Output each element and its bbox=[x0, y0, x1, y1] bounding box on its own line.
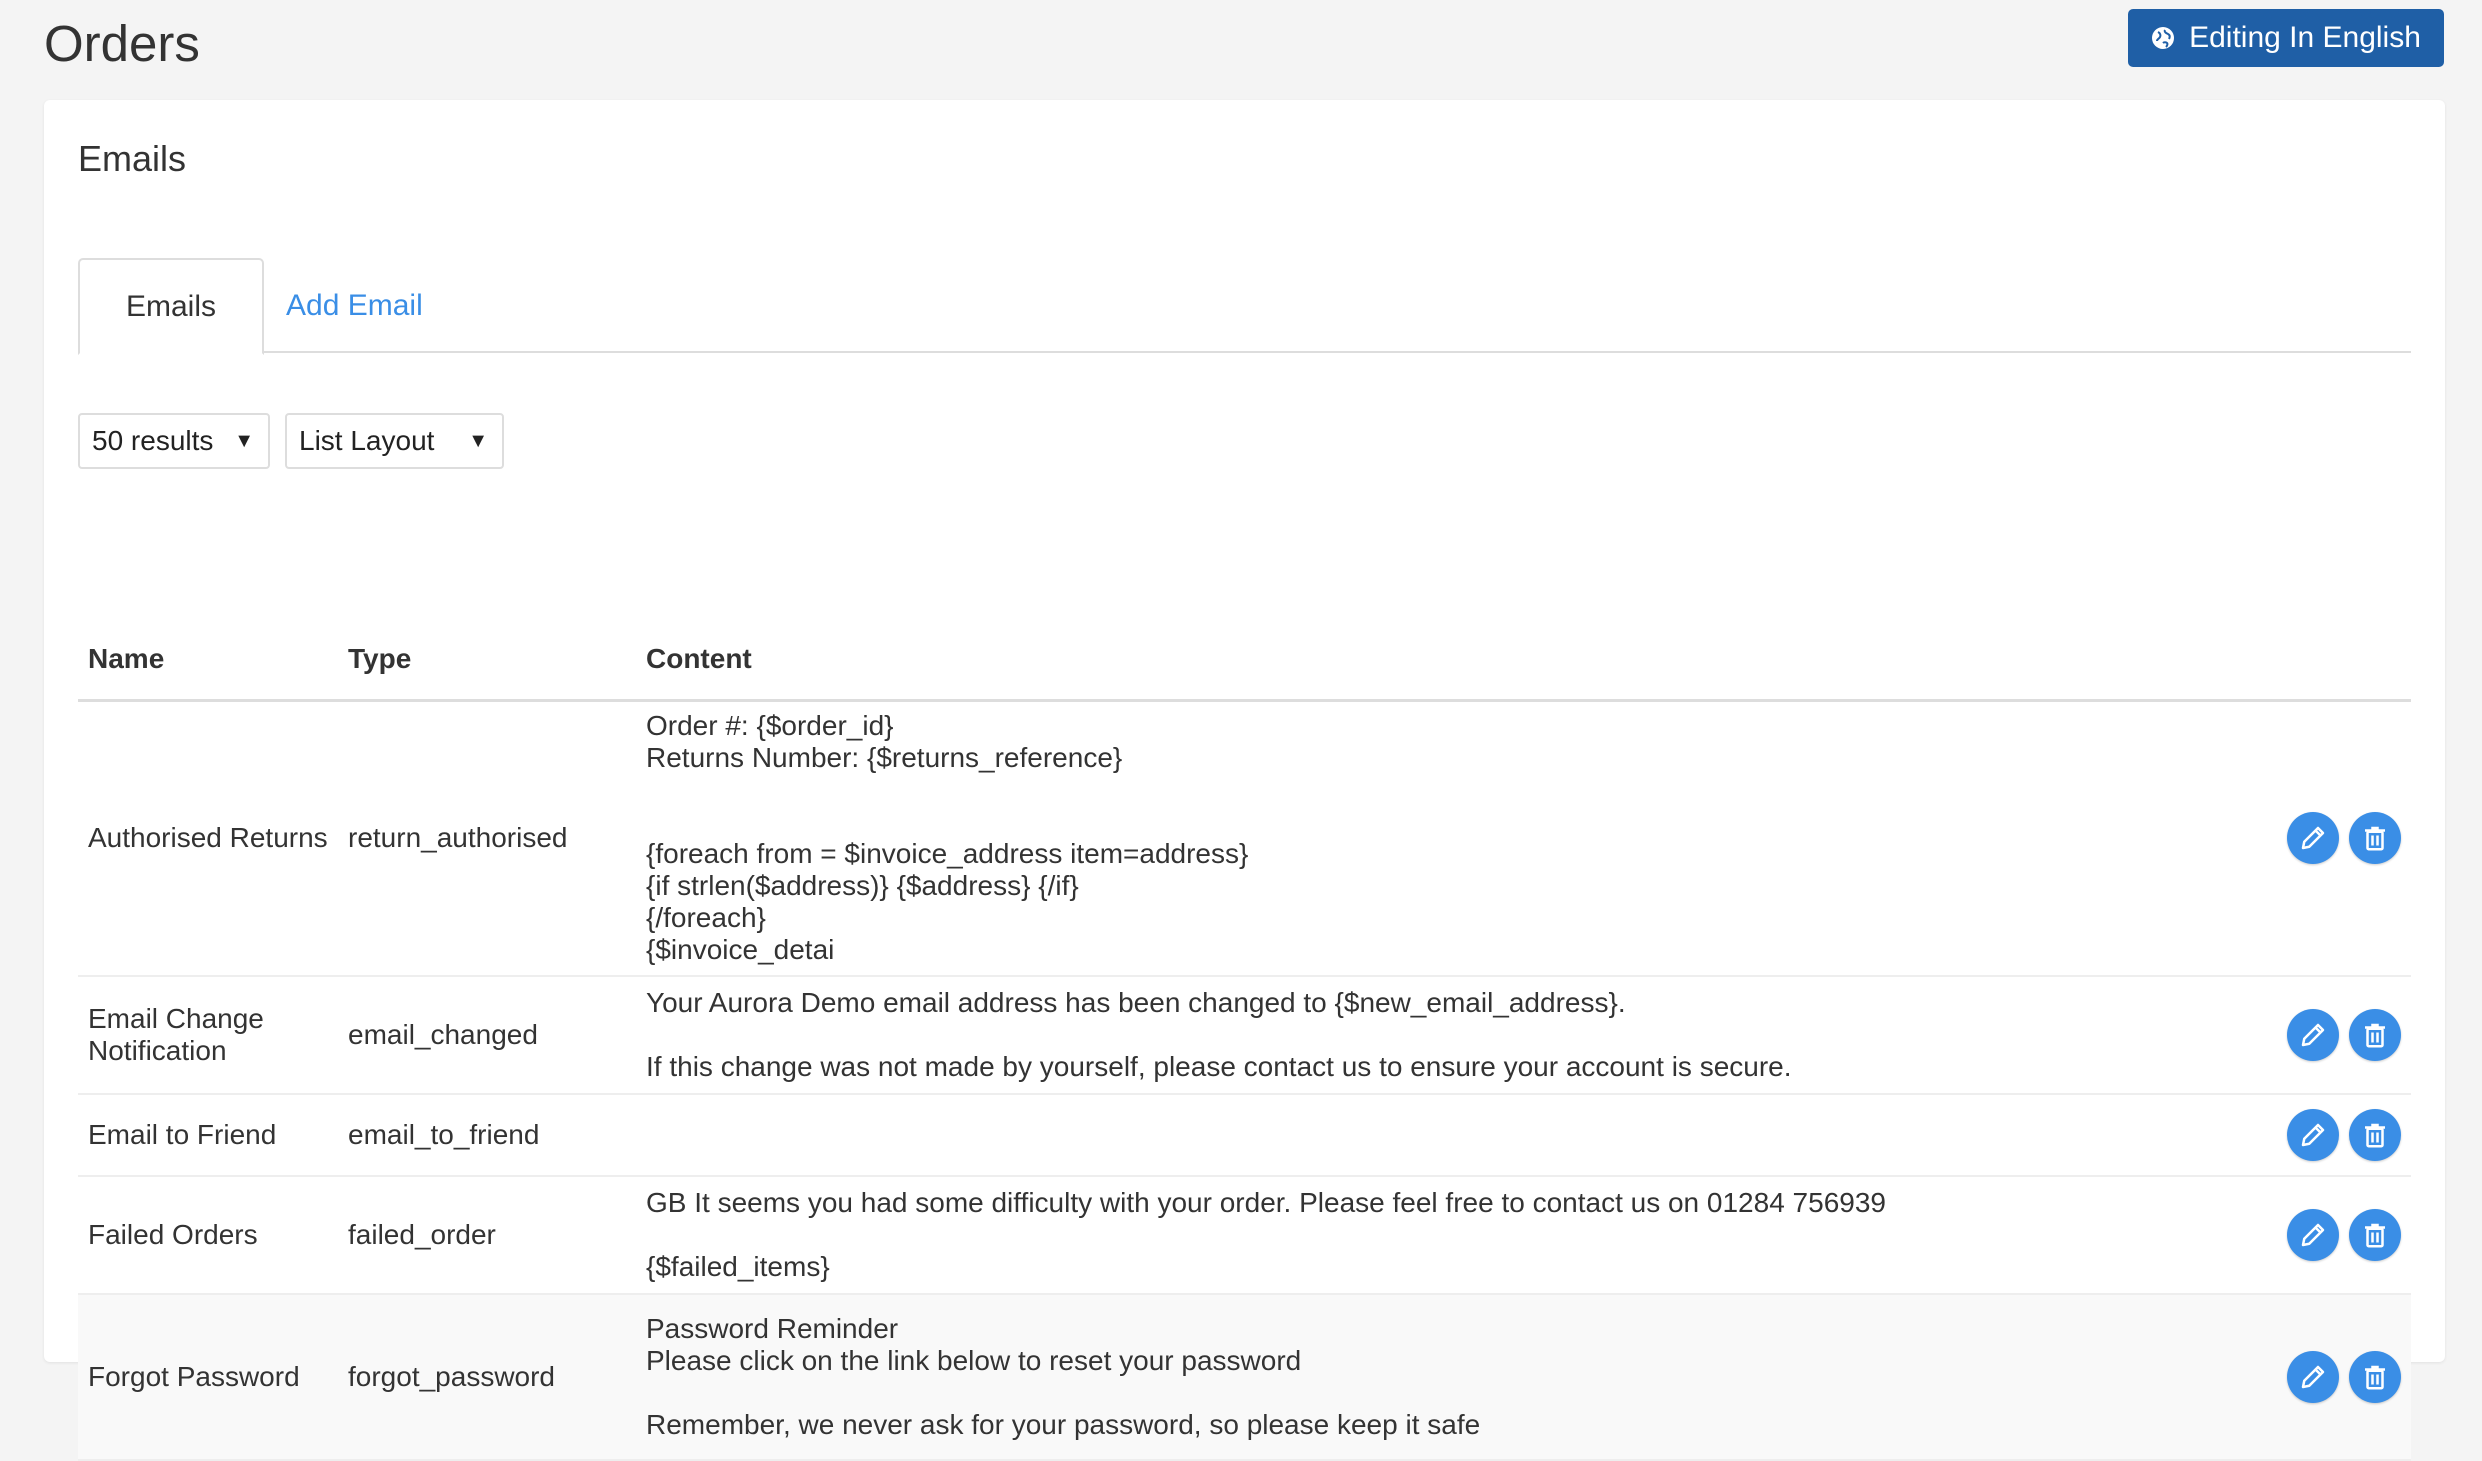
table-row bbox=[78, 1094, 2411, 1176]
email-content-line: {if strlen($address)} {$address} {/if} bbox=[646, 870, 1079, 902]
email-content-line: If this change was not made by yourself, please contact us to ensure your account is secure. bbox=[646, 1051, 1792, 1082]
email-type-cell: return_authorised bbox=[338, 700, 636, 976]
email-content-line bbox=[646, 1019, 2261, 1051]
email-content-cell bbox=[636, 1294, 2261, 1460]
row-actions-cell bbox=[2261, 1294, 2411, 1460]
column-header-name[interactable]: Name bbox=[78, 620, 338, 700]
email-content-line: {$failed_items} bbox=[646, 1251, 830, 1282]
delete-button[interactable] bbox=[2349, 1009, 2401, 1061]
email-content-cell bbox=[636, 1094, 2261, 1176]
delete-button[interactable] bbox=[2349, 812, 2401, 864]
edit-button[interactable] bbox=[2287, 1009, 2339, 1061]
tab-add-email[interactable]: Add Email bbox=[286, 288, 423, 322]
dropdown-caret-icon: ▼ bbox=[234, 429, 254, 452]
row-actions bbox=[2271, 1109, 2411, 1161]
email-type-cell: forgot_password bbox=[338, 1294, 636, 1460]
edit-button[interactable] bbox=[2287, 1109, 2339, 1161]
dropdown-caret-icon: ▼ bbox=[468, 429, 488, 452]
layout-select[interactable] bbox=[285, 413, 504, 469]
globe-icon bbox=[2151, 26, 2175, 50]
email-name-cell: Authorised Returns bbox=[78, 700, 338, 976]
edit-button[interactable] bbox=[2287, 812, 2339, 864]
editing-language-label: Editing In English bbox=[2189, 21, 2421, 54]
row-actions bbox=[2271, 1209, 2411, 1261]
column-header-actions bbox=[2261, 620, 2411, 700]
editing-language-button[interactable] bbox=[2128, 9, 2444, 67]
row-actions bbox=[2271, 812, 2411, 864]
row-actions bbox=[2271, 1351, 2411, 1403]
email-name-cell: Forgot Password bbox=[78, 1294, 338, 1460]
panel-title: Emails bbox=[78, 138, 187, 179]
pencil-icon bbox=[2298, 1020, 2328, 1050]
email-name-cell: Email Change Notification bbox=[78, 976, 338, 1094]
pencil-icon bbox=[2298, 1220, 2328, 1250]
email-content-line: GB It seems you had some difficulty with your order. Please feel free to contact us on 01284 756939 bbox=[646, 1187, 1886, 1218]
email-content-line: {/foreach} bbox=[646, 902, 766, 934]
pencil-icon bbox=[2298, 823, 2328, 853]
emails-table bbox=[78, 620, 2411, 1461]
pencil-icon bbox=[2298, 1120, 2328, 1150]
email-content-line bbox=[646, 774, 2261, 806]
email-content-line: {foreach from = $invoice_address item=address} bbox=[646, 838, 1249, 870]
table-row bbox=[78, 1294, 2411, 1460]
email-content-line: {$invoice_detai bbox=[646, 934, 835, 966]
column-header-type[interactable]: Type bbox=[338, 620, 636, 700]
email-content-line: Your Aurora Demo email address has been changed to {$new_email_address}. bbox=[646, 987, 1626, 1018]
row-actions-cell bbox=[2261, 1094, 2411, 1176]
email-content-line: Order #: {$order_id} bbox=[646, 710, 894, 742]
row-actions-cell bbox=[2261, 700, 2411, 976]
pencil-icon bbox=[2298, 1362, 2328, 1392]
trash-icon bbox=[2360, 1120, 2390, 1150]
tab-bar bbox=[78, 258, 2411, 353]
delete-button[interactable] bbox=[2349, 1109, 2401, 1161]
row-actions-cell bbox=[2261, 1176, 2411, 1294]
trash-icon bbox=[2360, 1362, 2390, 1392]
tab-emails[interactable]: Emails bbox=[78, 258, 264, 355]
trash-icon bbox=[2360, 823, 2390, 853]
trash-icon bbox=[2360, 1220, 2390, 1250]
row-actions-cell bbox=[2261, 976, 2411, 1094]
email-content-line bbox=[646, 1377, 2261, 1409]
row-actions bbox=[2271, 1009, 2411, 1061]
table-row bbox=[78, 700, 2411, 976]
email-content-cell bbox=[636, 1176, 2261, 1294]
email-content-line: Please click on the link below to reset your password bbox=[646, 1345, 1302, 1376]
email-content-line: Password Reminder bbox=[646, 1313, 899, 1344]
results-per-page-select[interactable] bbox=[78, 413, 270, 469]
email-content-cell bbox=[636, 976, 2261, 1094]
email-type-cell: email_changed bbox=[338, 976, 636, 1094]
table-header-row bbox=[78, 620, 2411, 700]
column-header-content[interactable]: Content bbox=[636, 620, 2261, 700]
email-content-cell bbox=[636, 700, 2261, 976]
table-row bbox=[78, 1176, 2411, 1294]
edit-button[interactable] bbox=[2287, 1351, 2339, 1403]
trash-icon bbox=[2360, 1020, 2390, 1050]
emails-panel bbox=[44, 100, 2445, 1440]
edit-button[interactable] bbox=[2287, 1209, 2339, 1261]
email-content-line bbox=[646, 1219, 2261, 1251]
email-content-line bbox=[646, 806, 2261, 838]
email-content-line: Remember, we never ask for your password, so please keep it safe bbox=[646, 1409, 1481, 1440]
layout-value: List Layout bbox=[299, 425, 435, 456]
email-content-line: Returns Number: {$returns_reference} bbox=[646, 742, 1123, 774]
email-name-cell: Email to Friend bbox=[78, 1094, 338, 1176]
page-title: Orders bbox=[44, 15, 200, 72]
table-row bbox=[78, 976, 2411, 1094]
results-per-page-value: 50 results bbox=[92, 425, 214, 456]
email-name-cell: Failed Orders bbox=[78, 1176, 338, 1294]
delete-button[interactable] bbox=[2349, 1351, 2401, 1403]
email-type-cell: email_to_friend bbox=[338, 1094, 636, 1176]
delete-button[interactable] bbox=[2349, 1209, 2401, 1261]
email-type-cell: failed_order bbox=[338, 1176, 636, 1294]
